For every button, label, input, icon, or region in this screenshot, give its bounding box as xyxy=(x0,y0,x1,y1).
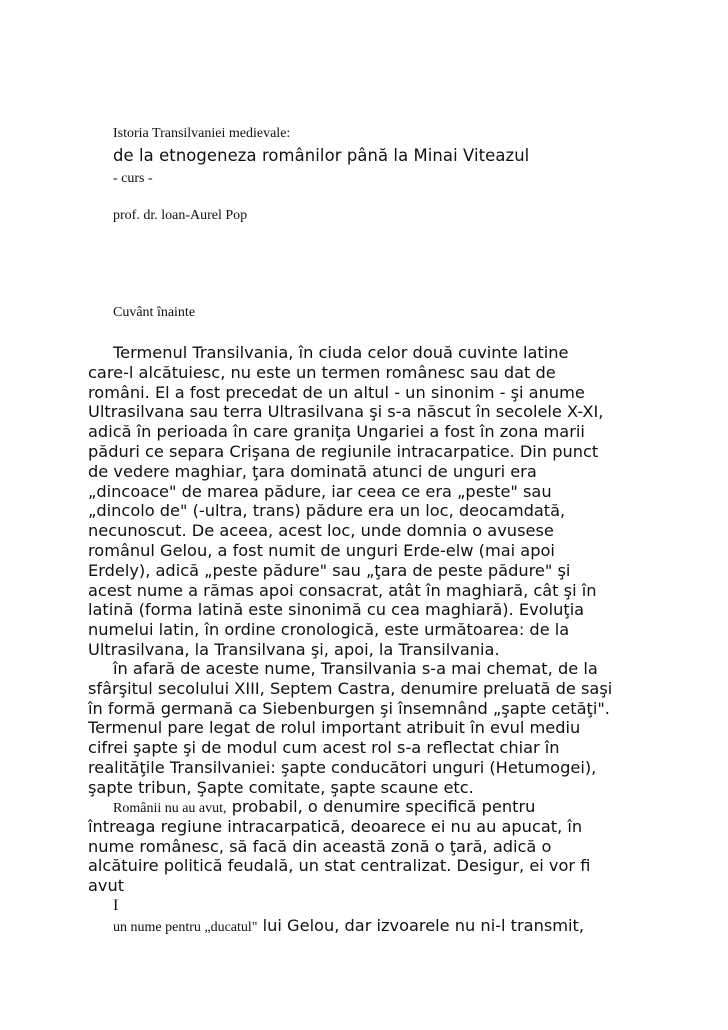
text-line: care-l alcătuiesc, nu este un termen românesc sau dat de xyxy=(88,362,556,382)
text-line: adică în perioada în care graniţa Ungariei a fost în zona marii xyxy=(88,422,585,442)
text-line: în afară de aceste nume, Transilvania s-a mai chemat, de la xyxy=(113,659,598,678)
text-line: avut xyxy=(88,876,125,896)
text-line: românul Gelou, a fost numit de unguri Erde-elw (mai apoi xyxy=(88,540,555,560)
text-line: „dincolo de" (-ultra, trans) pădure era un loc, deocamdată, xyxy=(88,501,566,521)
text-fragment-serif: un nume pentru „ducatul" xyxy=(113,919,258,935)
course-subtitle: de la etnogeneza românilor până la Minai Viteazul xyxy=(113,146,530,165)
text-line: Ultrasilvana sau terra Ultrasilvana şi s-a născut în secolele X-XI, xyxy=(88,402,604,422)
text-line: Termenul pare legat de rolul important atribuit în evul mediu xyxy=(88,718,581,738)
text-line: Termenul Transilvania, în ciuda celor două cuvinte latine xyxy=(113,343,569,362)
text-line: latină (forma latină este sinonimă cu cea maghiară). Evoluţia xyxy=(88,600,585,620)
course-type: - curs - xyxy=(113,171,153,186)
text-line: în formă germană ca Siebenburgen şi însemnând „şapte cetăţi". xyxy=(88,698,610,718)
text-line: necunoscut. De aceea, acest loc, unde domnia o avusese xyxy=(88,521,554,541)
paragraph-2 xyxy=(88,659,648,798)
text-line: păduri ce separa Crişana de regiunile intracarpatice. Din punct xyxy=(88,441,599,461)
text-line: numelui latin, în ordine cronologică, este următoarea: de la xyxy=(88,620,570,640)
text-fragment: lui Gelou, dar izvoarele nu ni-l transmit, xyxy=(257,915,585,935)
text-line: alcătuire politică feudală, un stat centralizat. Desigur, ei vor fi xyxy=(88,856,591,876)
text-line: şapte tribun, Şapte comitate, şapte scaune etc. xyxy=(88,777,474,797)
text-line: realităţile Transilvaniei: şapte conducători unguri (Hetumogei), xyxy=(88,757,597,777)
paragraph-3 xyxy=(88,797,648,936)
text-line xyxy=(88,916,648,936)
author-name: prof. dr. loan-Aurel Pop xyxy=(113,208,248,223)
text-line: întreaga regiune intracarpatică, deoarece ei nu au apucat, în xyxy=(88,816,583,836)
text-line: „dincoace" de marea pădure, iar ceea ce era „peste" sau xyxy=(88,481,552,501)
text-fragment-serif: Românii nu au avut, xyxy=(113,801,227,816)
text-line: cifrei şapte şi de modul cum acest rol s-a reflectat chiar în xyxy=(88,738,560,758)
text-line: acest nume a rămas apoi consacrat, atât în maghiară, cât şi în xyxy=(88,580,597,600)
text-line: de vedere maghiar, ţara dominată atunci de unguri era xyxy=(88,461,537,481)
text-line xyxy=(88,797,648,817)
text-fragment: probabil, o denumire specifică pentru xyxy=(226,797,536,816)
text-line: sfârşitul secolului XIII, Septem Castra, denumire preluată de saşi xyxy=(88,678,613,698)
paragraph-1 xyxy=(88,343,648,660)
section-title: Cuvânt înainte xyxy=(113,305,196,320)
text-line: Erdely), adică „peste pădure" sau „ţara de peste pădure" şi xyxy=(88,560,571,580)
text-line: Ultrasilvana, la Transilvana şi, apoi, la Transilvania. xyxy=(88,639,500,659)
course-title: Istoria Transilvaniei medievale: xyxy=(113,126,291,141)
page-marker: I xyxy=(113,895,119,914)
text-line: nume românesc, să facă din această zonă o ţară, adică o xyxy=(88,836,552,856)
text-line: români. El a fost precedat de un altul - un sinonim - şi anume xyxy=(88,382,585,402)
